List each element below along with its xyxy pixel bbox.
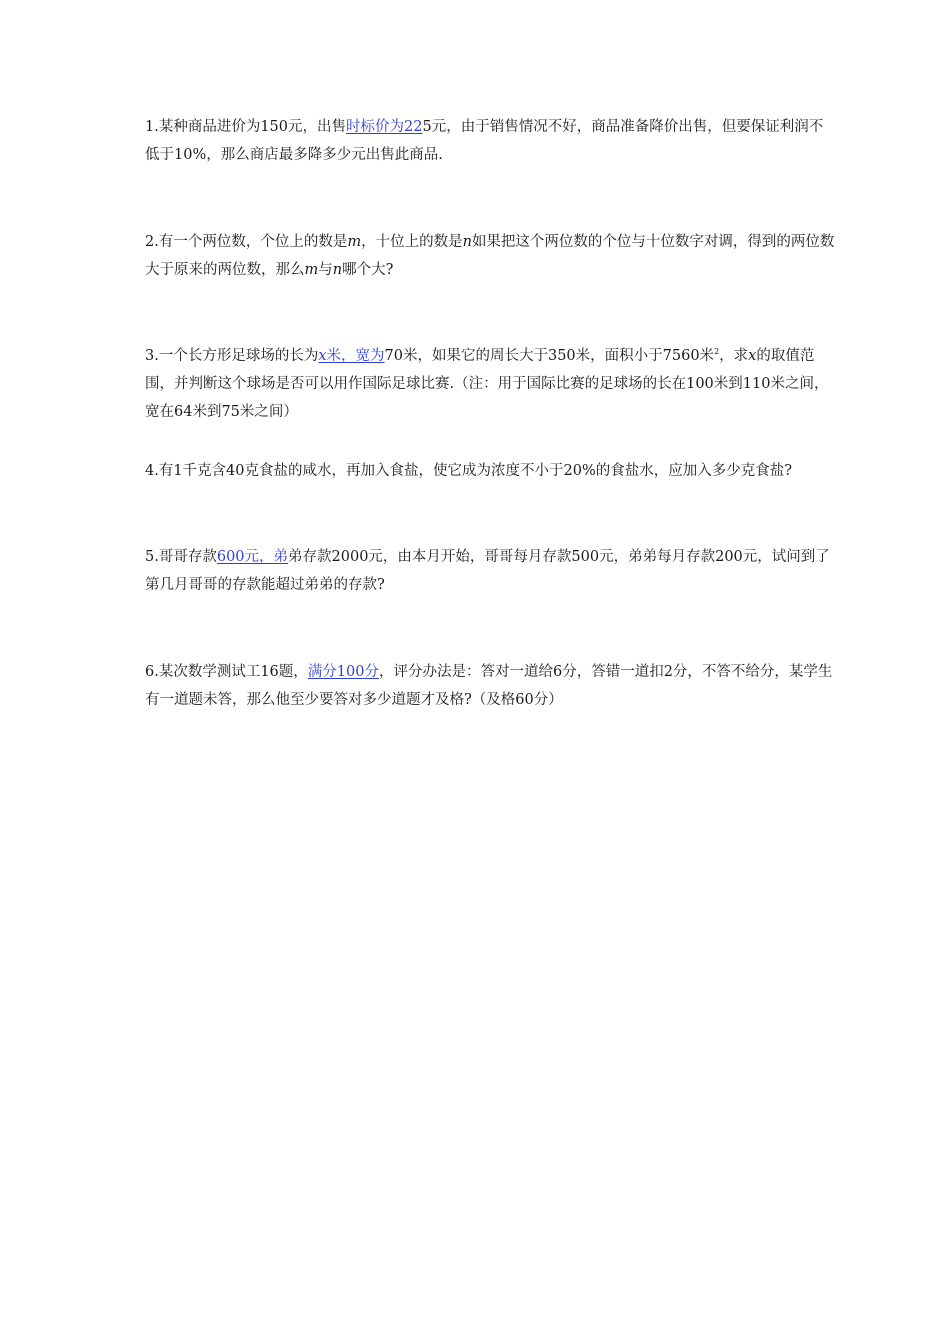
question-1-link[interactable]: 时标价为22 [346,119,423,135]
question-3-link-text: 米，宽为 [326,348,385,364]
question-5-text-start: 5.哥哥存款 [145,549,217,565]
question-2 [145,228,835,284]
question-3-text-a: 3.一个长方形足球场的长为 [145,348,319,364]
question-2-text-b: ，十位上的数是 [361,234,463,250]
question-2-text-a: 2.有一个两位数，个位上的数是 [145,234,348,250]
variable-n-second: n [332,262,343,278]
question-2-text-d: 与 [318,262,333,278]
variable-x: x [748,348,757,364]
question-6-text-start: 6.某次数学测试工16题， [145,664,308,680]
question-2-text-c: 如果把这个两位数的个位与十位数字对调，得到的两位数大于原来的两位数，那么 [145,234,835,278]
question-3-text-c: ，求 [719,348,749,364]
question-5-link[interactable]: 600元，弟 [216,549,289,565]
question-3-link[interactable] [318,348,384,364]
question-4-text: 4.有1千克含40克食盐的咸水，再加入食盐，使它成为浓度不小于20%的食盐水，应加入多少克食盐? [145,463,793,479]
question-6-link[interactable]: 满分100分 [307,664,379,680]
question-5-text-end: 弟存款2000元，由本月开始，哥哥每月存款500元，弟弟每月存款200元，试问到了第几月哥哥的存款能超过弟弟的存款? [145,549,830,593]
superscript-2: 2 [714,347,720,356]
variable-m-second: m [304,262,319,278]
question-6 [145,658,835,714]
question-1-text-end: 5元，由于销售情况不好，商品准备降价出售，但要保证利润不低于10%，那么商店最多降多少元出售此商品. [145,119,824,163]
question-3 [145,342,835,426]
question-1 [145,113,835,169]
question-4 [145,457,835,485]
question-1-text-start: 1.某种商品进价为150元，出售 [145,119,347,135]
variable-n: n [462,234,472,250]
question-3-text-d: 的取值范围，并判断这个球场是否可以用作国际足球比赛.（注：用于国际比赛的足球场的长在100米到110米之间，宽在64米到75米之间） [145,348,829,420]
variable-m: m [347,234,362,250]
question-6-text-end: ，评分办法是：答对一道给6分，答错一道扣2分，不答不给分，某学生有一道题未答，那么他至少要答对多少道题才及格?（及格60分） [145,664,833,708]
question-3-link-variable: x [318,348,327,364]
question-3-text-b: 70米，如果它的周长大于350米，面积小于7560米 [384,348,715,364]
question-2-text-e: 哪个大? [342,262,394,278]
question-5 [145,543,835,599]
